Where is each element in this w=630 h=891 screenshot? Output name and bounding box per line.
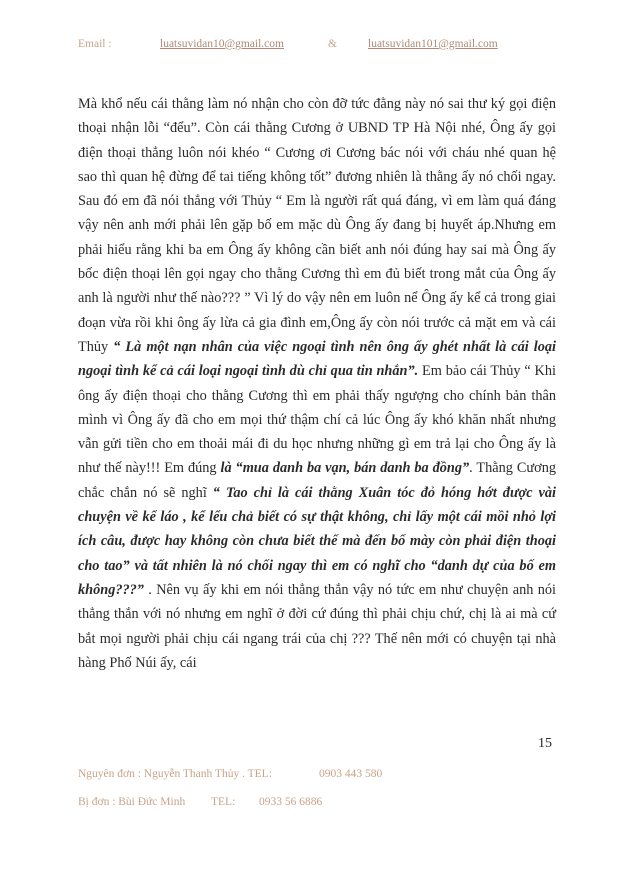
defendant-label: Bị đơn : Bùi Đức Minh: [78, 796, 186, 808]
body-paragraph: [78, 92, 556, 675]
email-label: Email :: [78, 38, 112, 50]
defendant-tel-label: TEL:: [211, 796, 236, 808]
page-footer: [78, 768, 558, 824]
plaintiff-phone: 0903 443 580: [319, 768, 383, 780]
body-text-2: Em bảo cái Thủy “ Khi ông ấy điện thoại cho thằng Cương thì em phải thấy ngượng cho chính bản thân mình vì Ông ấy đã cho em mọi thứ thậm chí cả lúc Ông ấy khó khăn nhất nhưng vẫn gửi tiền cho em thoải mái đi du học nhưng những gì em trả lại cho Ông ấy là như thế này!!! Em đúng: [78, 363, 556, 477]
defendant-phone: 0933 56 6886: [259, 796, 323, 808]
footer-plaintiff-line: [78, 768, 558, 796]
quote-1: “ Là một nạn nhân của việc ngoại tình nên ông ấy ghét nhất là cái loại ngoại tình kể cả cái loại ngoại tình dù chỉ qua tin nhắn”.: [78, 338, 556, 380]
plaintiff-label: Nguyên đơn : Nguyễn Thanh Thủy . TEL:: [78, 768, 272, 780]
email-separator: &: [328, 38, 337, 50]
body-text-1: Mà khổ nếu cái thằng làm nó nhận cho còn đỡ tức đằng này nó sai thư ký gọi điện thoại nhận lỗi “đểu”. Còn cái thằng Cương ở UBND TP Hà Nội nhé, Ông ấy gọi điện thoại thẳng luôn nói khéo “ Cương ơi Cương bác nói với cháu nhé quan hệ sao thì quan hệ đừng để tai tiếng không tốt” đương nhiên là thằng ấy nó chối ngay. Sau đó em đã nói thẳng với Thủy “ Em là người rất quá đáng, vì em làm quá đáng vậy nên anh mới phải lên gặp bố em mặc dù Ông ấy đang bị huyết áp.Nhưng em phải hiểu rằng khi ba em Ông ấy không cần biết anh nói đúng hay sai mà Ông ấy bốc điện thoại lên gọi ngay cho thằng Cương thì em đủ biết trong mắt của Ông ấy anh là người như thế nào??? ” Vì lý do vậy nên em luôn nể Ông ấy kể cả trong giai đoạn vừa rồi khi ông ấy lừa cả gia đình em,Ông ấy còn nói trước cả mặt em và cái Thủy: [78, 96, 556, 355]
footer-defendant-line: [78, 796, 558, 824]
body-text-4: . Nên vụ ấy khi em nói thẳng thắn vậy nó tức em như chuyện anh nói thẳng thắn với nó nhưng em nghĩ ở đời cứ đúng thì phải chịu chứ, chị là ai mà cứ bắt mọi người phải chịu cái ngang trái của chị ??? Thế nên mới có chuyện tại nhà hàng Phố Núi ấy, cái: [78, 581, 556, 671]
body-text-3: . Thằng Cương chắc chắn nó sẽ nghĩ: [78, 460, 556, 501]
quote-3: “ Tao chỉ là cái thằng Xuân tóc đỏ hóng hớt được vài chuyện về kể láo , kể lểu chả biết có sự thật không, chỉ lấy một cái mồi nhỏ lợi ích câu, được hay không còn chưa biết thế mà đến bố mày còn phải điện thoại cho tao” và tất nhiên là nó chối ngay thì em có nghĩ cho “danh dự của bố em không???”: [78, 484, 556, 598]
email-link-1[interactable]: luatsuvidan10@gmail.com: [160, 38, 284, 50]
quote-2: là “mua danh ba vạn, bán danh ba đồng”: [220, 460, 470, 477]
page-number: 15: [538, 736, 552, 751]
email-link-2[interactable]: luatsuvidan101@gmail.com: [368, 38, 498, 50]
